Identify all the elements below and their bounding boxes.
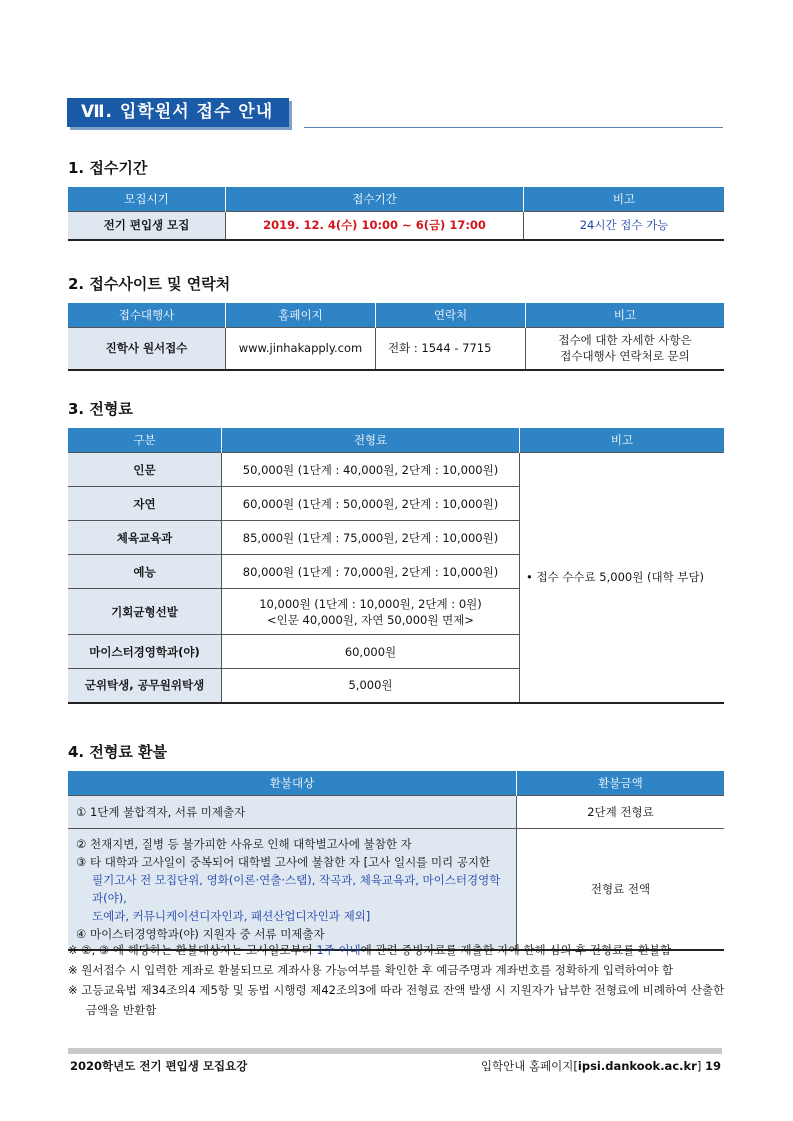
fee-cell: 60,000원 (222, 635, 520, 669)
period-cell: 전기 편입생 모집 (68, 212, 226, 240)
note-text: 에 관련 증빙자료를 제출한 자에 한해 심의 후 전형료를 환불함 (360, 943, 672, 957)
note-line: 접수에 대한 자세한 사항은 (558, 333, 692, 348)
fee-type-cell: 인문 (68, 453, 222, 487)
note-item: ※ 고등교육법 제34조의4 제5항 및 동법 시행령 제42조의3에 따라 전형료 잔액 발생 시 지원자가 납부한 전형료에 비례하여 산출한 금액을 반환함 (68, 983, 725, 1017)
note-text: ※ ②, ③ 에 해당하는 환불대상자는 고사일로부터 (68, 943, 317, 957)
header-cell: 접수기간 (226, 187, 524, 212)
footer-doc-title: 2020학년도 전기 편입생 모집요강 (70, 1059, 248, 1073)
homepage-link[interactable]: www.jinhakapply.com (226, 328, 376, 370)
refund-line: 필기고사 전 모집단위, 영화(이론·연출·스탭), 작곡과, 체육교육과, 마이스터경영학과(야), (92, 873, 501, 905)
footer-text: 입학안내 홈페이지[ (480, 1059, 578, 1073)
header-cell: 접수대행사 (68, 303, 226, 328)
note-cell (526, 328, 725, 370)
fee-type-cell: 자연 (68, 487, 222, 521)
period-table (68, 187, 724, 241)
fee-cell (222, 589, 520, 635)
note-line: 접수대행사 연락처로 문의 (560, 349, 690, 364)
header-cell: 비고 (524, 187, 725, 212)
fee-type-cell: 체육교육과 (68, 521, 222, 555)
footer-text: ] (696, 1059, 705, 1073)
section-title-refund: 4. 전형료 환불 (68, 743, 168, 761)
site-table (68, 303, 724, 371)
refund-line: ② 천재지변, 질병 등 불가피한 사유로 인해 대학별고사에 불참한 자 (76, 837, 412, 851)
fee-cell: 85,000원 (1단계 : 75,000원, 2단계 : 10,000원) (222, 521, 520, 555)
header-cell: 홈페이지 (226, 303, 376, 328)
refund-line: ③ 타 대학과 고사일이 중복되어 대학별 고사에 불참한 자 [고사 일시를 미리 공지한 (76, 855, 491, 869)
refund-line: 도예과, 커뮤니케이션디자인과, 패션산업디자인과 제외] (92, 909, 371, 923)
refund-target-cell (68, 829, 517, 951)
fee-cell: 50,000원 (1단계 : 40,000원, 2단계 : 10,000원) (222, 453, 520, 487)
note-item: ※ 원서접수 시 입력한 계좌로 환불되므로 계좌사용 가능여부를 확인한 후 예금주명과 계좌번호를 정확하게 입력하여야 함 (68, 963, 674, 977)
refund-table (68, 771, 724, 951)
fee-note-cell: • 접수 수수료 5,000원 (대학 부담) (520, 453, 725, 703)
note-highlight: 1주 이내 (316, 943, 361, 957)
section-title-period: 1. 접수기간 (68, 159, 148, 177)
notes (68, 940, 728, 1020)
fee-cell: 5,000원 (222, 669, 520, 703)
footer-bar (68, 1048, 722, 1054)
fee-type-cell: 마이스터경영학과(야) (68, 635, 222, 669)
dates-cell: 2019. 12. 4(수) 10:00 ~ 6(금) 17:00 (226, 212, 524, 240)
section-title-fee: 3. 전형료 (68, 400, 133, 418)
fee-line: 10,000원 (1단계 : 10,000원, 2단계 : 0원) (259, 596, 482, 611)
fee-cell: 60,000원 (1단계 : 50,000원, 2단계 : 10,000원) (222, 487, 520, 521)
agency-cell: 진학사 원서접수 (68, 328, 226, 370)
refund-amount-cell: 2단계 전형료 (517, 796, 725, 829)
chapter-divider (304, 127, 723, 128)
fee-type-cell: 군위탁생, 공무원위탁생 (68, 669, 222, 703)
fee-cell: 80,000원 (1단계 : 70,000원, 2단계 : 10,000원) (222, 555, 520, 589)
fee-table (68, 428, 724, 704)
refund-amount-cell: 전형료 전액 (517, 829, 725, 951)
footer-site (481, 1058, 721, 1074)
footer-url-link[interactable]: ipsi.dankook.ac.kr (577, 1059, 697, 1073)
chapter-title: Ⅶ. 입학원서 접수 안내 (67, 98, 289, 127)
fee-type-cell: 기회균형선발 (68, 589, 222, 635)
refund-line: ④ 마이스터경영학과(야) 지원자 중 서류 미제출자 (76, 927, 325, 941)
fee-line: <인문 40,000원, 자연 50,000원 면제> (267, 612, 474, 627)
header-cell: 전형료 (222, 428, 520, 453)
phone-cell: 전화 : 1544 - 7715 (376, 328, 526, 370)
header-cell: 비고 (526, 303, 725, 328)
note-item (68, 940, 728, 960)
header-cell: 환불금액 (517, 771, 725, 796)
header-cell: 연락처 (376, 303, 526, 328)
header-cell: 구분 (68, 428, 222, 453)
page-number: 19 (704, 1059, 721, 1073)
section-title-site: 2. 접수사이트 및 연락처 (68, 275, 231, 293)
header-cell: 모집시기 (68, 187, 226, 212)
header-cell: 비고 (520, 428, 725, 453)
note-cell: 24시간 접수 가능 (524, 212, 725, 240)
header-cell: 환불대상 (68, 771, 517, 796)
fee-type-cell: 예능 (68, 555, 222, 589)
refund-target-cell: ① 1단계 불합격자, 서류 미제출자 (68, 796, 517, 829)
